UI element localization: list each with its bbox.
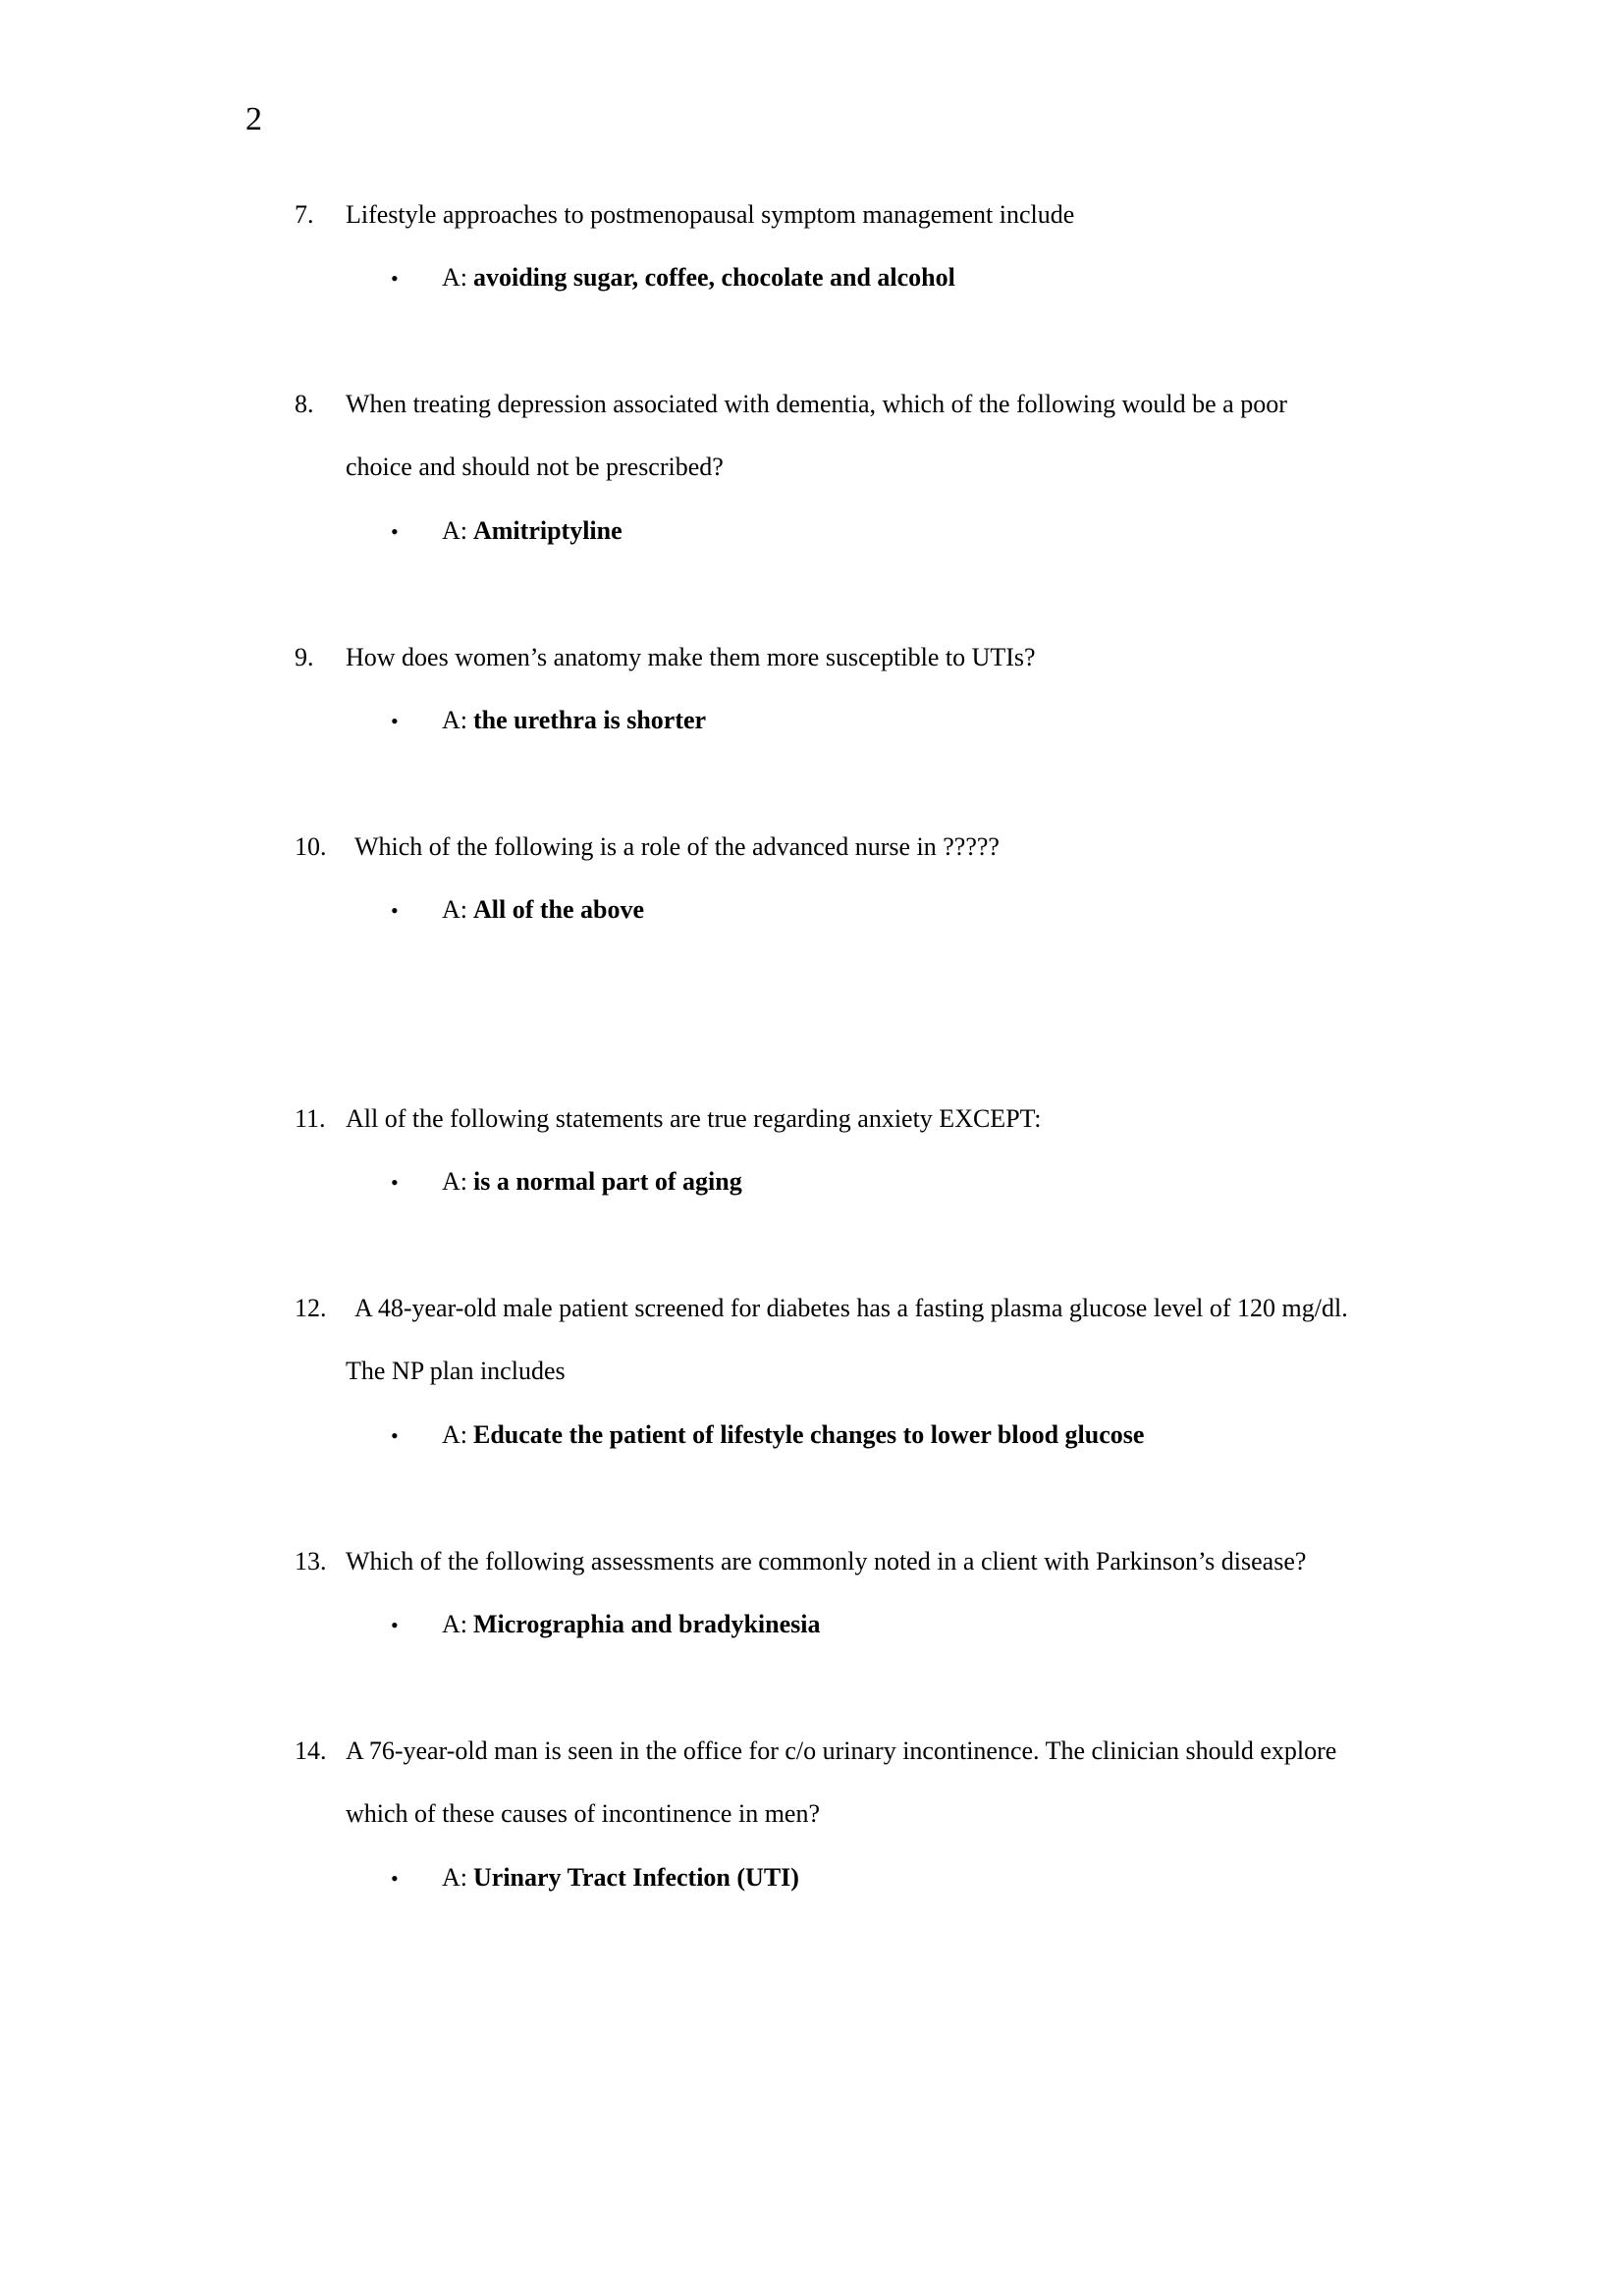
answer-prefix: A: bbox=[442, 1610, 467, 1638]
question-text-continued: The NP plan includes bbox=[346, 1357, 566, 1385]
bullet-icon: • bbox=[391, 898, 399, 923]
answer-7 bbox=[391, 246, 955, 310]
answer-9 bbox=[391, 689, 706, 753]
answer-11 bbox=[391, 1150, 742, 1214]
question-13 bbox=[295, 1530, 1473, 1593]
question-10 bbox=[295, 816, 1473, 879]
question-text-continued: choice and should not be prescribed? bbox=[346, 453, 724, 481]
answer-text: Micrographia and bradykinesia bbox=[473, 1610, 821, 1638]
question-text: When treating depression associated with dementia, which of the following would be a poor bbox=[346, 390, 1287, 418]
bullet-icon: • bbox=[391, 1423, 399, 1448]
question-text: All of the following statements are true regarding anxiety EXCEPT: bbox=[346, 1104, 1042, 1133]
question-number: 10. bbox=[295, 832, 327, 861]
answer-text: is a normal part of aging bbox=[473, 1167, 742, 1196]
answer-text: Urinary Tract Infection (UTI) bbox=[473, 1863, 799, 1892]
question-12 bbox=[295, 1277, 1473, 1403]
question-number: 12. bbox=[295, 1294, 327, 1322]
question-14 bbox=[295, 1720, 1473, 1845]
answer-prefix: A: bbox=[442, 1167, 467, 1196]
answer-prefix: A: bbox=[442, 1863, 467, 1892]
question-7 bbox=[295, 184, 1473, 246]
question-text: A 76-year-old man is seen in the office for c/o urinary incontinence. The clinician should explore bbox=[346, 1736, 1337, 1765]
answer-prefix: A: bbox=[442, 706, 467, 734]
answer-text: Educate the patient of lifestyle changes to lower blood glucose bbox=[473, 1420, 1145, 1449]
question-number: 11. bbox=[295, 1104, 326, 1133]
question-text: A 48-year-old male patient screened for diabetes has a fasting plasma glucose level of 120 mg/dl. bbox=[354, 1294, 1348, 1322]
answer-8 bbox=[391, 500, 623, 563]
answer-14 bbox=[391, 1846, 799, 1910]
answer-10 bbox=[391, 879, 644, 942]
question-text-continued: which of these causes of incontinence in men? bbox=[346, 1799, 820, 1828]
bullet-icon: • bbox=[391, 519, 399, 544]
answer-prefix: A: bbox=[442, 895, 467, 924]
question-11 bbox=[295, 1088, 1473, 1150]
question-9 bbox=[295, 626, 1473, 689]
question-number: 9. bbox=[295, 643, 314, 671]
question-text: Lifestyle approaches to postmenopausal symptom management include bbox=[346, 200, 1075, 229]
answer-text: the urethra is shorter bbox=[473, 706, 707, 734]
question-8 bbox=[295, 373, 1473, 499]
answer-text: avoiding sugar, coffee, chocolate and alcohol bbox=[473, 263, 955, 292]
bullet-icon: • bbox=[391, 1170, 399, 1195]
bullet-icon: • bbox=[391, 1866, 399, 1891]
question-number: 8. bbox=[295, 390, 314, 418]
bullet-icon: • bbox=[391, 709, 399, 733]
question-number: 13. bbox=[295, 1547, 327, 1575]
answer-12 bbox=[391, 1404, 1144, 1468]
answer-text: Amitriptyline bbox=[473, 516, 623, 545]
question-text: Which of the following assessments are commonly noted in a client with Parkinson’s disease? bbox=[346, 1547, 1307, 1575]
answer-prefix: A: bbox=[442, 263, 467, 292]
answer-text: All of the above bbox=[473, 895, 645, 924]
answer-13 bbox=[391, 1593, 820, 1657]
answer-prefix: A: bbox=[442, 1420, 467, 1449]
bullet-icon: • bbox=[391, 266, 399, 291]
question-text: How does women’s anatomy make them more susceptible to UTIs? bbox=[346, 643, 1036, 671]
page-number: 2 bbox=[245, 101, 262, 137]
question-text: Which of the following is a role of the advanced nurse in ????? bbox=[354, 832, 1000, 861]
bullet-icon: • bbox=[391, 1613, 399, 1637]
answer-prefix: A: bbox=[442, 516, 467, 545]
question-number: 14. bbox=[295, 1736, 327, 1765]
question-number: 7. bbox=[295, 200, 314, 229]
